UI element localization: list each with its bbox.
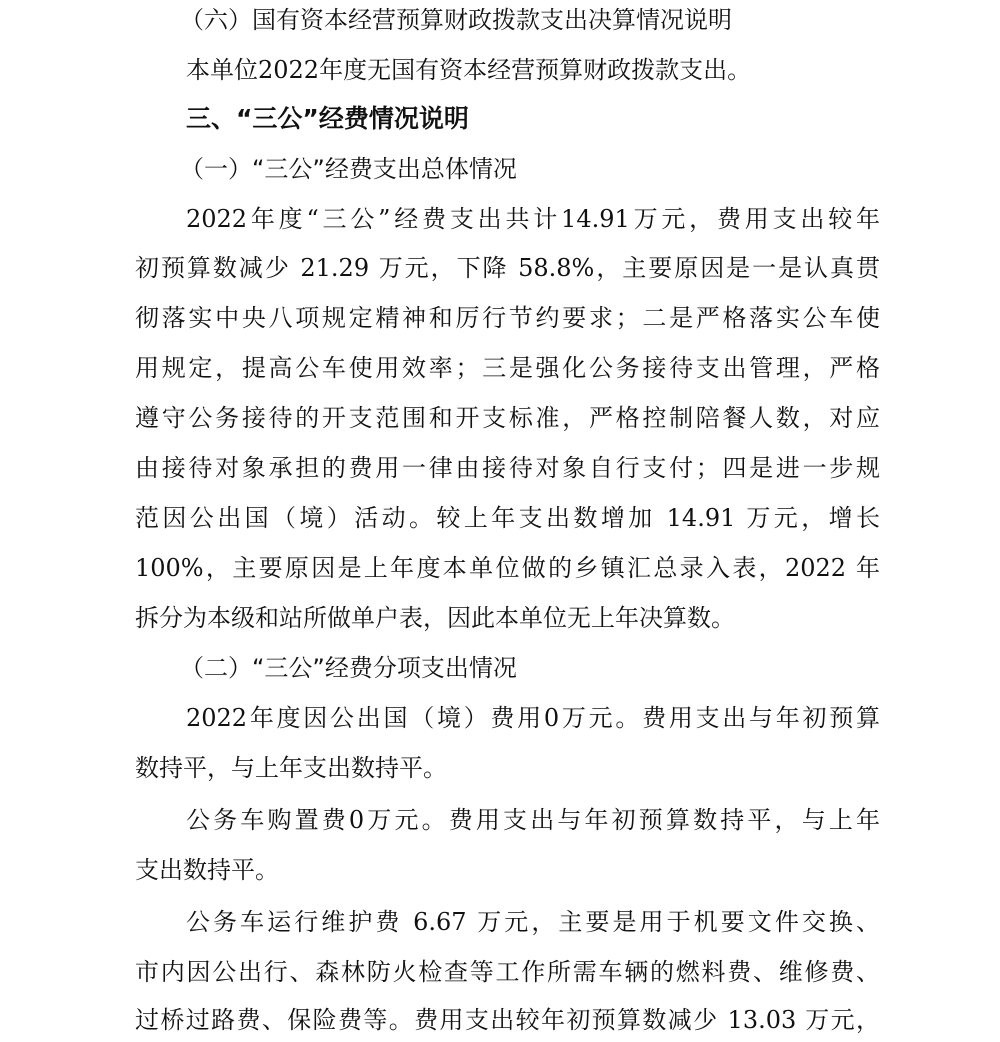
paragraph-line: 遵守公务接待的开支范围和开支标准，严格控制陪餐人数，对应 xyxy=(135,404,880,432)
paragraph-line: 初预算数减少 21.29 万元，下降 58.8%，主要原因是一是认真贯 xyxy=(135,254,880,282)
paragraph-line: 100%，主要原因是上年度本单位做的乡镇汇总录入表，2022 年 xyxy=(135,554,880,582)
paragraph-line: 由接待对象承担的费用一律由接待对象自行支付；四是进一步规 xyxy=(135,454,880,482)
paragraph-line: 2022年度因公出国（境）费用0万元。费用支出与年初预算 xyxy=(186,704,880,732)
paragraph-line: 数持平，与上年支出数持平。 xyxy=(135,754,447,782)
paragraph-line: 用规定，提高公车使用效率；三是强化公务接待支出管理，严格 xyxy=(135,354,880,382)
paragraph-line: 过桥过路费、保险费等。费用支出较年初预算数减少 13.03 万元， xyxy=(135,1006,880,1034)
paragraph-line: 市内因公出行、森林防火检查等工作所需车辆的燃料费、维修费、 xyxy=(135,958,880,986)
paragraph-line: 公务车购置费0万元。费用支出与年初预算数持平，与上年 xyxy=(186,806,880,834)
paragraph-line: 拆分为本级和站所做单户表，因此本单位无上年决算数。 xyxy=(135,604,735,632)
paragraph-line: 本单位2022年度无国有资本经营预算财政拨款支出。 xyxy=(186,56,752,84)
section-three-heading: 三、“三公”经费情况说明 xyxy=(186,104,469,133)
paragraph-line: 2022年度“三公”经费支出共计14.91万元，费用支出较年 xyxy=(186,205,880,233)
subsection-two-heading: （二）“三公”经费分项支出情况 xyxy=(180,654,517,682)
paragraph-line: 彻落实中央八项规定精神和厉行节约要求；二是严格落实公车使 xyxy=(135,304,880,332)
paragraph-line: 支出数持平。 xyxy=(135,856,279,884)
subsection-one-heading: （一）“三公”经费支出总体情况 xyxy=(180,155,517,183)
paragraph-line: 范因公出国（境）活动。较上年支出数增加 14.91 万元，增长 xyxy=(135,504,880,532)
section-six-heading: （六）国有资本经营预算财政拨款支出决算情况说明 xyxy=(180,6,732,34)
paragraph-line: 公务车运行维护费 6.67 万元，主要是用于机要文件交换、 xyxy=(186,908,880,936)
